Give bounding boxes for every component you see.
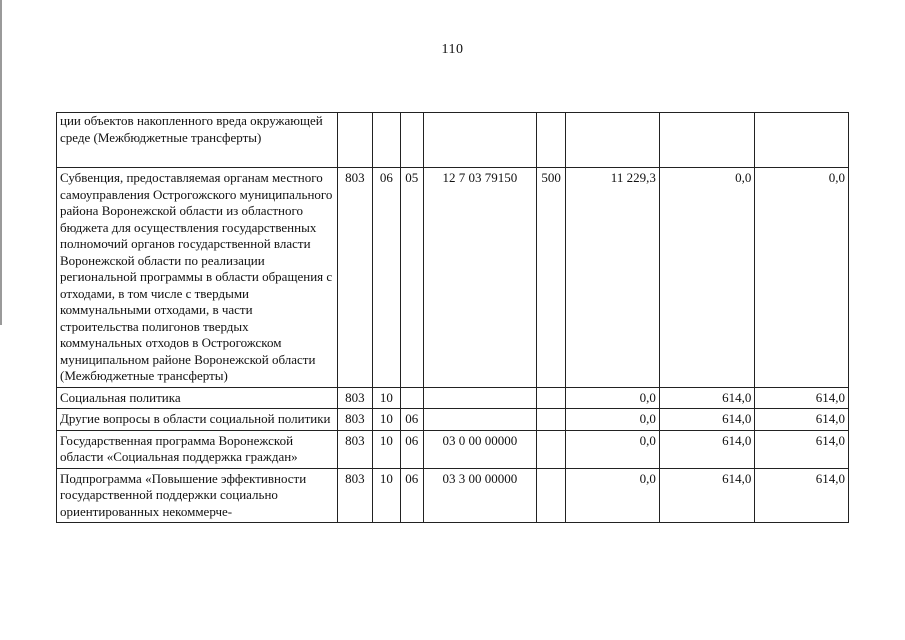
table-row [57,430,849,468]
rz-cell: 10 [373,387,400,409]
sum-cell-3: 614,0 [755,409,849,431]
sum-cell-1: 0,0 [566,468,660,523]
table-row [57,468,849,523]
row-name: Подпрограмма «Повышение эффективности государственной поддержки социально ориентированных некоммерче- [57,468,338,523]
ved-cell: 803 [337,168,373,388]
sum-cell-2: 614,0 [659,430,755,468]
row-name: Государственная программа Воронежской области «Социальная поддержка граждан» [57,430,338,468]
ved-cell [337,113,373,168]
csr-cell [423,409,536,431]
sum-cell-1: 0,0 [566,430,660,468]
sum-cell-2: 614,0 [659,468,755,523]
csr-cell: 03 0 00 00000 [423,430,536,468]
rz-cell: 10 [373,430,400,468]
vr-cell [536,113,565,168]
csr-cell: 03 3 00 00000 [423,468,536,523]
page-number: 110 [441,42,464,57]
pr-cell: 06 [400,409,423,431]
csr-cell: 12 7 03 79150 [423,168,536,388]
vr-cell [536,387,565,409]
sum-cell-2: 614,0 [659,387,755,409]
sum-cell-3: 614,0 [755,430,849,468]
ved-cell: 803 [337,468,373,523]
rz-cell: 10 [373,468,400,523]
sum-cell-3: 0,0 [755,168,849,388]
vr-cell [536,430,565,468]
vr-cell [536,468,565,523]
sum-cell-2 [659,113,755,168]
table-row [57,387,849,409]
sum-cell-3 [755,113,849,168]
table-row [57,113,849,168]
rz-cell: 06 [373,168,400,388]
sum-cell-3: 614,0 [755,387,849,409]
pr-cell: 06 [400,430,423,468]
sum-cell-1: 0,0 [566,387,660,409]
pr-cell: 05 [400,168,423,388]
csr-cell [423,387,536,409]
sum-cell-1: 11 229,3 [566,168,660,388]
ved-cell: 803 [337,387,373,409]
sum-cell-1 [566,113,660,168]
vr-cell [536,409,565,431]
sum-cell-2: 0,0 [659,168,755,388]
ved-cell: 803 [337,409,373,431]
row-name: Социальная политика [57,387,338,409]
sum-cell-3: 614,0 [755,468,849,523]
table-row [57,409,849,431]
row-name: Субвенция, предоставляемая органам местного самоуправления Острогожского муниципального района Воронежской области из областного бюджета для осуществления государственных полномочий органов государственной власти Воронежской области по реализации региональной программы в области обращения с отходами, в том числе с твердыми коммунальными отходами, в части строительства полигонов твердых коммунальных отходов в Острогожском муниципальном районе Воронежской области (Межбюджетные трансферты) [57,168,338,388]
pr-cell: 06 [400,468,423,523]
sum-cell-2: 614,0 [659,409,755,431]
pr-cell [400,387,423,409]
ved-cell: 803 [337,430,373,468]
sum-cell-1: 0,0 [566,409,660,431]
table-row [57,168,849,388]
rz-cell: 10 [373,409,400,431]
row-name: ции объектов накопленного вреда окружающей среде (Межбюджетные трансферты) [57,113,338,168]
vr-cell: 500 [536,168,565,388]
csr-cell [423,113,536,168]
budget-table [56,112,849,523]
rz-cell [373,113,400,168]
row-name: Другие вопросы в области социальной политики [57,409,338,431]
pr-cell [400,113,423,168]
